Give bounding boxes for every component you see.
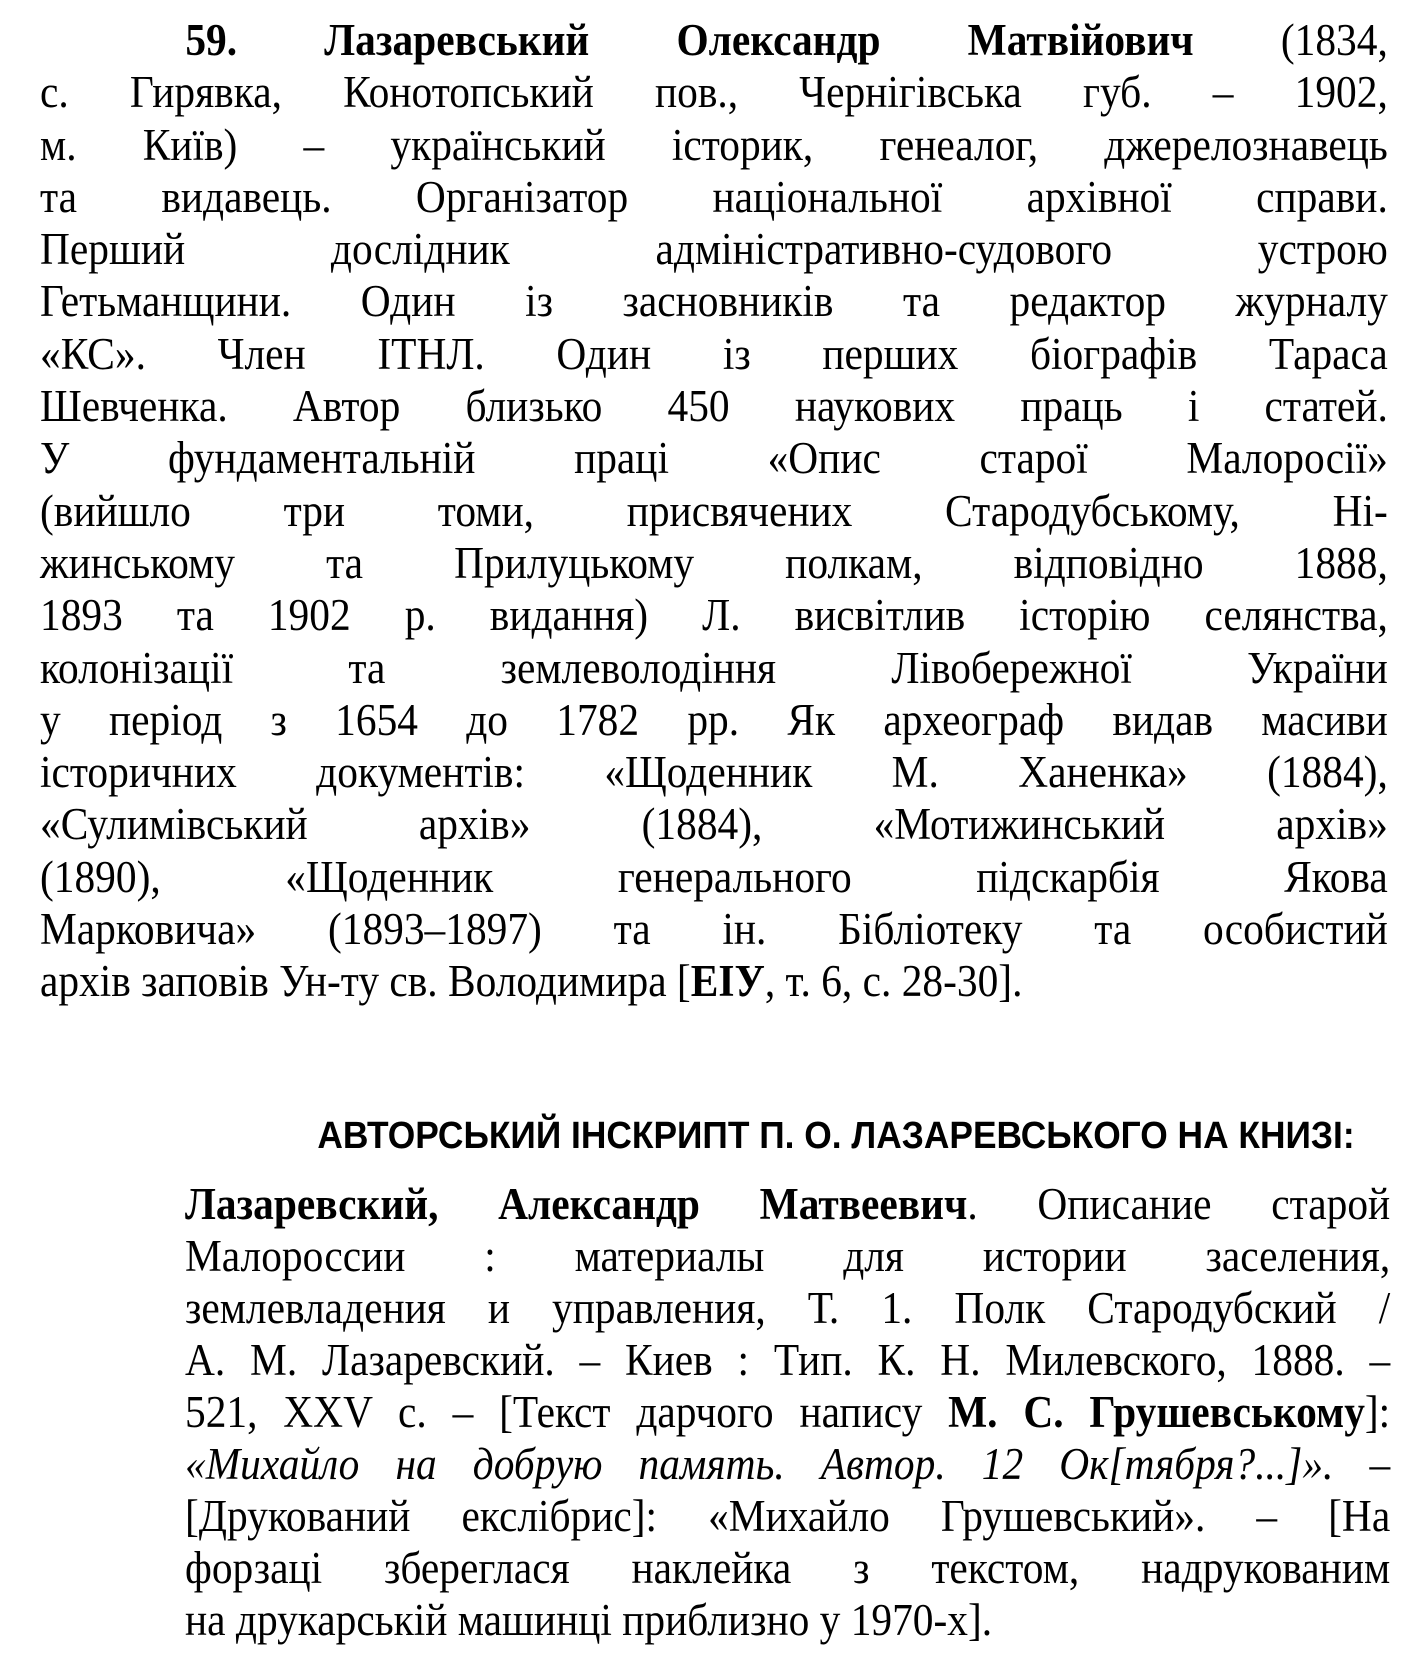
citation-text: на друкарській машинці приблизно у 1970-х]. (185, 1595, 993, 1645)
citation-line (185, 1542, 1390, 1594)
citation-text: Малороссии : материалы для истории заселения, (185, 1231, 1391, 1281)
citation-line (185, 1386, 1390, 1438)
entry-text: колонізації та землеволодіння Лівобережної України (40, 642, 1388, 693)
citation-text: [Друкований екслібрис]: «Михайло Грушевський». – [На (185, 1491, 1391, 1541)
entry-text: архів заповів Ун-ту св. Володимира [ (40, 956, 691, 1007)
entry-paragraph (40, 14, 1388, 1008)
entry-line (40, 851, 1388, 903)
entry-line (40, 746, 1388, 798)
citation-text: форзаці збереглася наклейка з текстом, надрукованим (185, 1543, 1391, 1593)
entry-line (40, 328, 1388, 380)
citation-line (185, 1334, 1390, 1386)
entry-line (40, 14, 1388, 66)
entry-line (40, 485, 1388, 537)
entry-text: історичних документів: «Щоденник М. Ханенка» (1884), (40, 747, 1388, 798)
entry-text: , т. 6, с. 28-30]. (764, 956, 1023, 1007)
entry-text: Шевченка. Автор близько 450 наукових праць і статей. (40, 381, 1388, 432)
citation-recipient-bold: М. С. Грушевському (948, 1387, 1365, 1437)
entry-source-abbreviation: ЕІУ (690, 956, 765, 1007)
entry-line (40, 380, 1388, 432)
entry-text: (вийшло три томи, присвячених Стародубському, Ні- (40, 485, 1388, 536)
entry-text: с. Гирявка, Конотопський пов., Чернігівська губ. – 1902, (40, 67, 1388, 118)
entry-line (40, 432, 1388, 484)
entry-line (40, 955, 1388, 1007)
entry-text: м. Київ) – український історик, генеалог, джерелознавець (40, 119, 1388, 170)
entry-text: у період з 1654 до 1782 рр. Як археограф видав масиви (40, 694, 1388, 745)
citation-line (185, 1438, 1390, 1490)
entry-text: 1893 та 1902 р. видання) Л. висвітлив історію селянства, (40, 590, 1388, 641)
citation-text: . Описание старой (967, 1179, 1391, 1229)
citation-line (185, 1178, 1390, 1230)
entry-text: Перший дослідник адміністративно-судового устрою (40, 224, 1388, 275)
entry-line (40, 119, 1388, 171)
inscription-heading: АВТОРСЬКИЙ ІНСКРИПТ П. О. ЛАЗАРЕВСЬКОГО НА КНИЗІ: (317, 1114, 1355, 1157)
citation-line (185, 1230, 1390, 1282)
entry-text: Гетьманщини. Один із засновників та редактор журналу (40, 276, 1388, 327)
entry-text: «КС». Член ІТНЛ. Один із перших біографів Тараса (40, 328, 1388, 379)
citation-inscription-italic: «Михайло на добрую память. Автор. 12 Ок[тября?...]». (185, 1439, 1334, 1489)
citation-line (185, 1594, 1390, 1646)
entry-text: Марковича» (1893–1897) та ін. Бібліотеку та особистий (40, 904, 1388, 955)
entry-line (40, 66, 1388, 118)
citation-line (185, 1282, 1390, 1334)
citation-line (185, 1490, 1390, 1542)
entry-line (40, 694, 1388, 746)
citation-text: землевладения и управления, Т. 1. Полк Стародубский / (185, 1283, 1391, 1333)
entry-text: У фундаментальній праці «Опис старої Малоросії» (40, 433, 1388, 484)
citation-text: А. М. Лазаревский. – Киев : Тип. К. Н. Милевского, 1888. – (185, 1335, 1391, 1385)
citation-paragraph (185, 1178, 1390, 1646)
entry-line (40, 223, 1388, 275)
entry-line (40, 798, 1388, 850)
citation-text: – (1333, 1439, 1391, 1489)
entry-text: жинському та Прилуцькому полкам, відповідно 1888, (40, 537, 1388, 588)
entry-line (40, 275, 1388, 327)
entry-line (40, 642, 1388, 694)
entry-text: «Сулимівський архів» (1884), «Мотижинський архів» (40, 799, 1388, 850)
entry-line (40, 589, 1388, 641)
citation-text: 521, XXV с. – [Текст дарчого напису (185, 1387, 949, 1437)
citation-text: ]: (1364, 1387, 1391, 1437)
citation-author-bold: Лазаревский, Александр Матвеевич (185, 1179, 968, 1229)
entry-text: (1890), «Щоденник генерального підскарбія Якова (40, 851, 1388, 902)
entry-text: та видавець. Організатор національної архівної справи. (40, 171, 1388, 222)
entry-line (40, 537, 1388, 589)
entry-line (40, 903, 1388, 955)
entry-number-and-name: 59. Лазаревський Олександр Матвійович (185, 15, 1194, 65)
entry-text: (1834, (1193, 15, 1388, 65)
entry-line (40, 171, 1388, 223)
